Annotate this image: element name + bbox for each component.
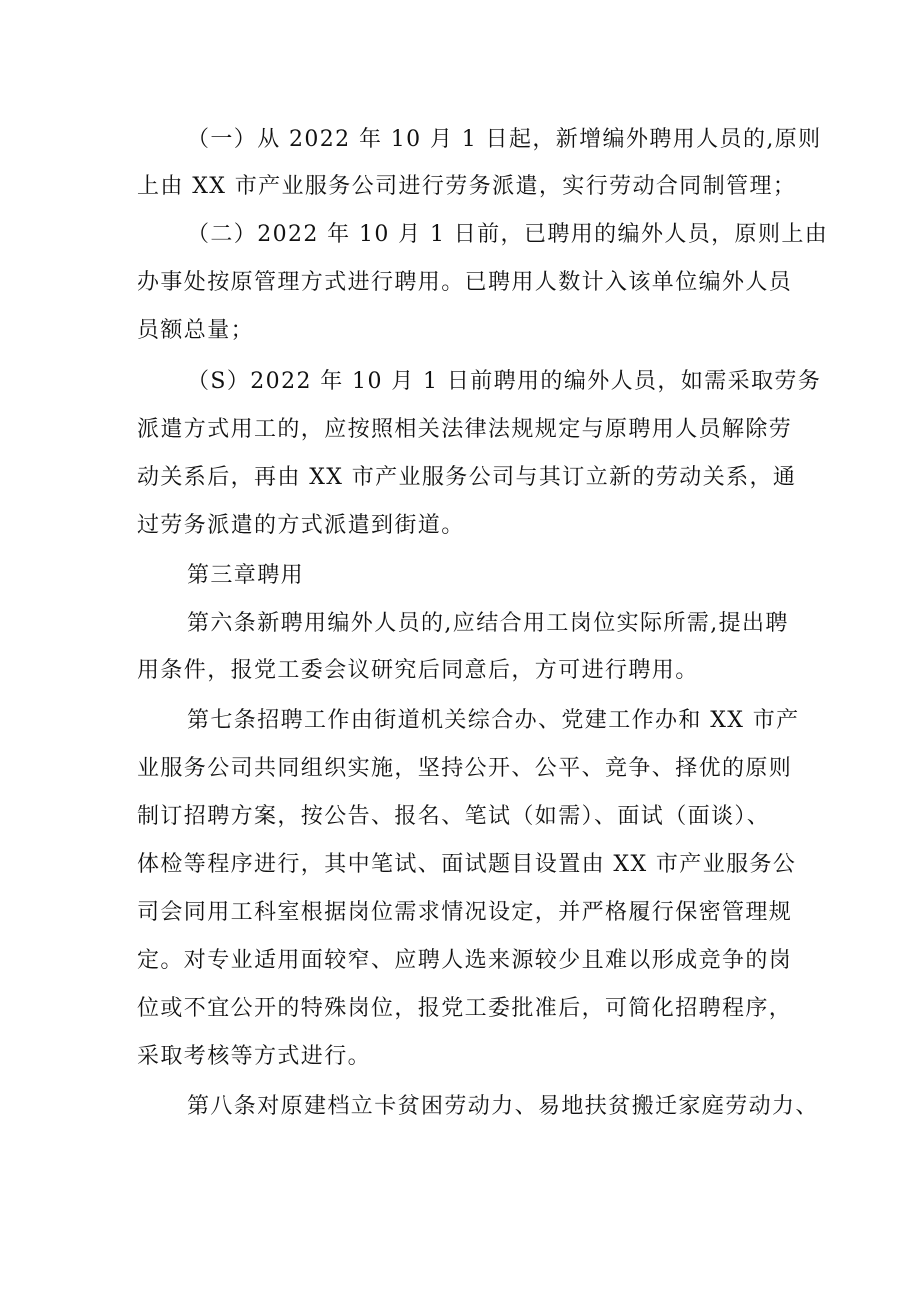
text-line-16: 体检等程序进行，其中笔试、面试题目设置由 XX 市产业服务公 xyxy=(137,852,797,877)
text-line-3: （二）2022 年 10 月 1 日前，已聘用的编外人员，原则上由 xyxy=(187,222,829,247)
text-line-20: 采取考核等方式进行。 xyxy=(137,1044,372,1069)
text-line-11: 第六条新聘用编外人员的,应结合用工岗位实际所需,提出聘 xyxy=(187,611,789,636)
text-line-4: 办事处按原管理方式进行聘用。已聘用人数计入该单位编外人员 xyxy=(137,270,793,295)
text-line-18: 定。对专业适用面较窄、应聘人选来源较少且难以形成竞争的岗 xyxy=(137,948,793,973)
text-line-7: 派遣方式用工的，应按照相关法律法规规定与原聘用人员解除劳 xyxy=(137,417,793,442)
text-line-17: 司会同用工科室根据岗位需求情况设定，并严格履行保密管理规 xyxy=(137,900,793,925)
text-line-2: 上由 XX 市产业服务公司进行劳务派遣，实行劳动合同制管理； xyxy=(137,174,797,199)
text-line-21: 第八条对原建档立卡贫困劳动力、易地扶贫搬迁家庭劳动力、 xyxy=(187,1094,819,1119)
text-line-8: 动关系后，再由 XX 市产业服务公司与其订立新的劳动关系，通 xyxy=(137,465,797,490)
text-line-5: 员额总量； xyxy=(137,318,255,343)
text-line-12: 用条件，报党工委会议研究后同意后，方可进行聘用。 xyxy=(137,658,699,683)
text-line-9: 过劳务派遣的方式派遣到街道。 xyxy=(137,513,465,538)
text-line-1: （一）从 2022 年 10 月 1 日起，新增编外聘用人员的,原则 xyxy=(187,127,822,152)
chapter-heading: 第三章聘用 xyxy=(187,563,305,588)
text-line-14: 业服务公司共同组织实施，坚持公开、公平、竞争、择优的原则 xyxy=(137,756,793,781)
text-line-6: （S）2022 年 10 月 1 日前聘用的编外人员，如需采取劳务 xyxy=(187,369,822,394)
text-line-13: 第七条招聘工作由街道机关综合办、党建工作办和 XX 市产 xyxy=(187,708,800,733)
text-line-19: 位或不宜公开的特殊岗位，报党工委批准后，可简化招聘程序， xyxy=(137,996,793,1021)
text-line-15: 制订招聘方案，按公告、报名、笔试（如需）、面试（面谈）、 xyxy=(137,804,771,829)
